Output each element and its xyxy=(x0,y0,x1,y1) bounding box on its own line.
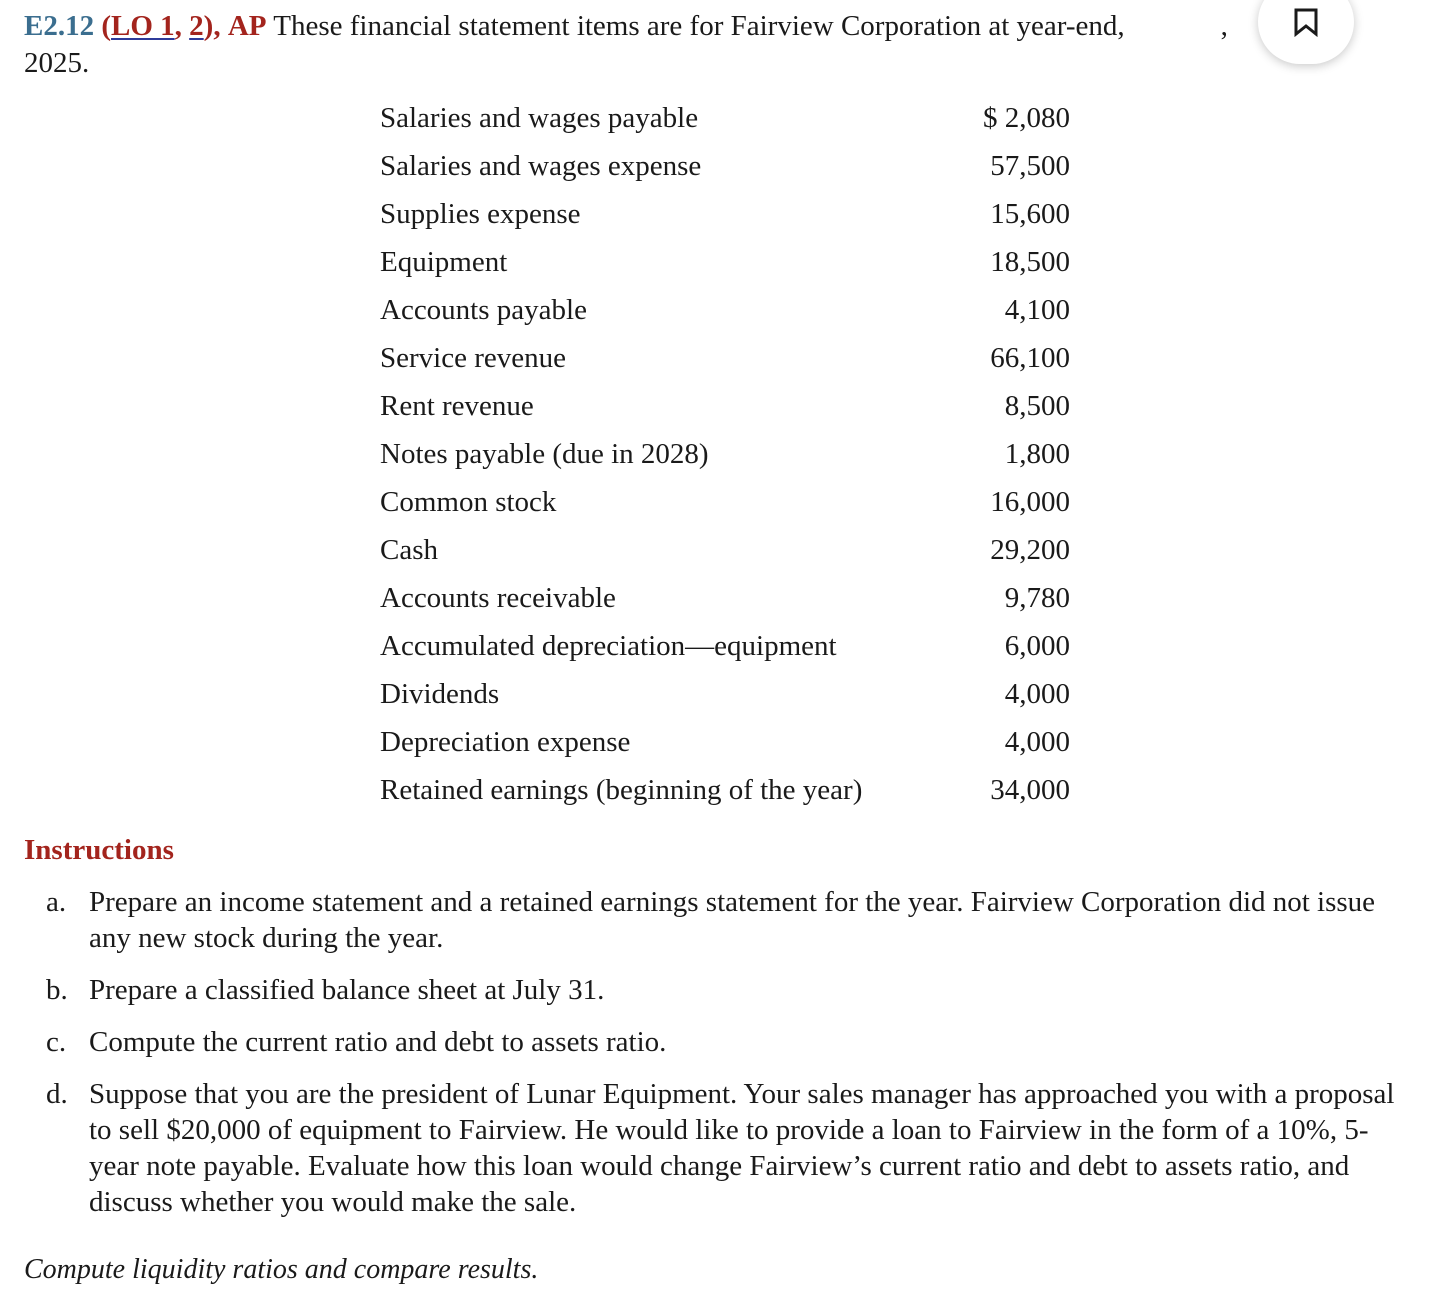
lo-2-link[interactable]: 2 xyxy=(189,10,204,42)
instruction-letter: d. xyxy=(46,1078,68,1110)
instruction-letter: c. xyxy=(46,1026,67,1058)
item-amount: 6,000 xyxy=(1004,630,1070,662)
exercise-intro: These financial statement items are for Fairview Corporation at year-end, xyxy=(273,10,1125,42)
item-amount: 4,000 xyxy=(1004,726,1070,758)
item-amount: 1,800 xyxy=(1004,438,1070,470)
item-label: Salaries and wages payable xyxy=(380,102,699,134)
instruction-text: Prepare a classified balance sheet at July 31. xyxy=(89,974,605,1006)
item-row xyxy=(380,628,1070,676)
item-row xyxy=(380,340,1070,388)
item-row xyxy=(380,388,1070,436)
item-row xyxy=(380,532,1070,580)
item-row xyxy=(380,244,1070,292)
item-amount: 66,100 xyxy=(990,342,1070,374)
exercise-intro-tail: , xyxy=(1220,10,1228,42)
learning-objectives: (LO 1, 2), xyxy=(101,10,221,42)
instruction-text: Suppose that you are the president of Lunar Equipment. Your sales manager has approached you with a proposal to sell $20,000 of equipment to Fairview. He would like to provide a loan to Fairview in the form of a 10%, 5-year note payable. Evaluate how this loan would change Fairview’s current ratio and debt to assets ratio, and discuss whether you would make the sale. xyxy=(89,1078,1395,1218)
item-amount: 8,500 xyxy=(1004,390,1070,422)
item-label: Rent revenue xyxy=(380,390,534,422)
item-row xyxy=(380,100,1070,148)
exercise-year: 2025. xyxy=(24,47,90,79)
item-row xyxy=(380,580,1070,628)
item-row xyxy=(380,772,1070,820)
item-row xyxy=(380,676,1070,724)
item-label: Salaries and wages expense xyxy=(380,150,702,182)
instruction-text: Prepare an income statement and a retained earnings statement for the year. Fairview Corporation did not issue any new stock during the year. xyxy=(89,886,1376,954)
item-amount: 9,780 xyxy=(1004,582,1070,614)
exercise-id: E2.12 xyxy=(24,10,95,42)
item-row xyxy=(380,148,1070,196)
item-label: Accounts receivable xyxy=(380,582,616,614)
lo-1-link[interactable]: LO 1 xyxy=(111,10,175,42)
instruction-text: Compute the current ratio and debt to assets ratio. xyxy=(89,1026,667,1058)
item-label: Equipment xyxy=(380,246,508,278)
item-label: Dividends xyxy=(380,678,500,710)
instruction-item xyxy=(46,972,1406,1008)
exercise-heading xyxy=(24,8,1404,82)
item-amount: 18,500 xyxy=(990,246,1070,278)
instructions-title: Instructions xyxy=(24,834,174,866)
item-label: Depreciation expense xyxy=(380,726,631,758)
item-row xyxy=(380,292,1070,340)
item-label: Accumulated depreciation—equipment xyxy=(380,630,837,662)
item-label: Notes payable (due in 2028) xyxy=(380,438,709,470)
item-amount: 4,000 xyxy=(1004,678,1070,710)
bookmark-icon xyxy=(1293,7,1319,37)
instruction-item xyxy=(46,884,1406,956)
item-label: Accounts payable xyxy=(380,294,587,326)
item-amount: $ 2,080 xyxy=(983,102,1070,134)
instruction-letter: a. xyxy=(46,886,67,918)
financial-items-list xyxy=(380,100,1070,820)
item-label: Retained earnings (beginning of the year) xyxy=(380,774,863,806)
item-amount: 57,500 xyxy=(990,150,1070,182)
item-label: Supplies expense xyxy=(380,198,581,230)
item-row xyxy=(380,196,1070,244)
item-amount: 4,100 xyxy=(1004,294,1070,326)
instructions-list xyxy=(46,884,1406,1236)
footer-note: Compute liquidity ratios and compare results. xyxy=(24,1254,539,1285)
item-amount: 29,200 xyxy=(990,534,1070,566)
instruction-item xyxy=(46,1076,1406,1220)
instruction-letter: b. xyxy=(46,974,68,1006)
item-row xyxy=(380,436,1070,484)
item-label: Service revenue xyxy=(380,342,566,374)
item-row xyxy=(380,724,1070,772)
ap-tag: AP xyxy=(227,10,267,42)
item-label: Cash xyxy=(380,534,438,566)
item-row xyxy=(380,484,1070,532)
instruction-item xyxy=(46,1024,1406,1060)
item-amount: 15,600 xyxy=(990,198,1070,230)
item-amount: 34,000 xyxy=(990,774,1070,806)
item-amount: 16,000 xyxy=(990,486,1070,518)
item-label: Common stock xyxy=(380,486,557,518)
